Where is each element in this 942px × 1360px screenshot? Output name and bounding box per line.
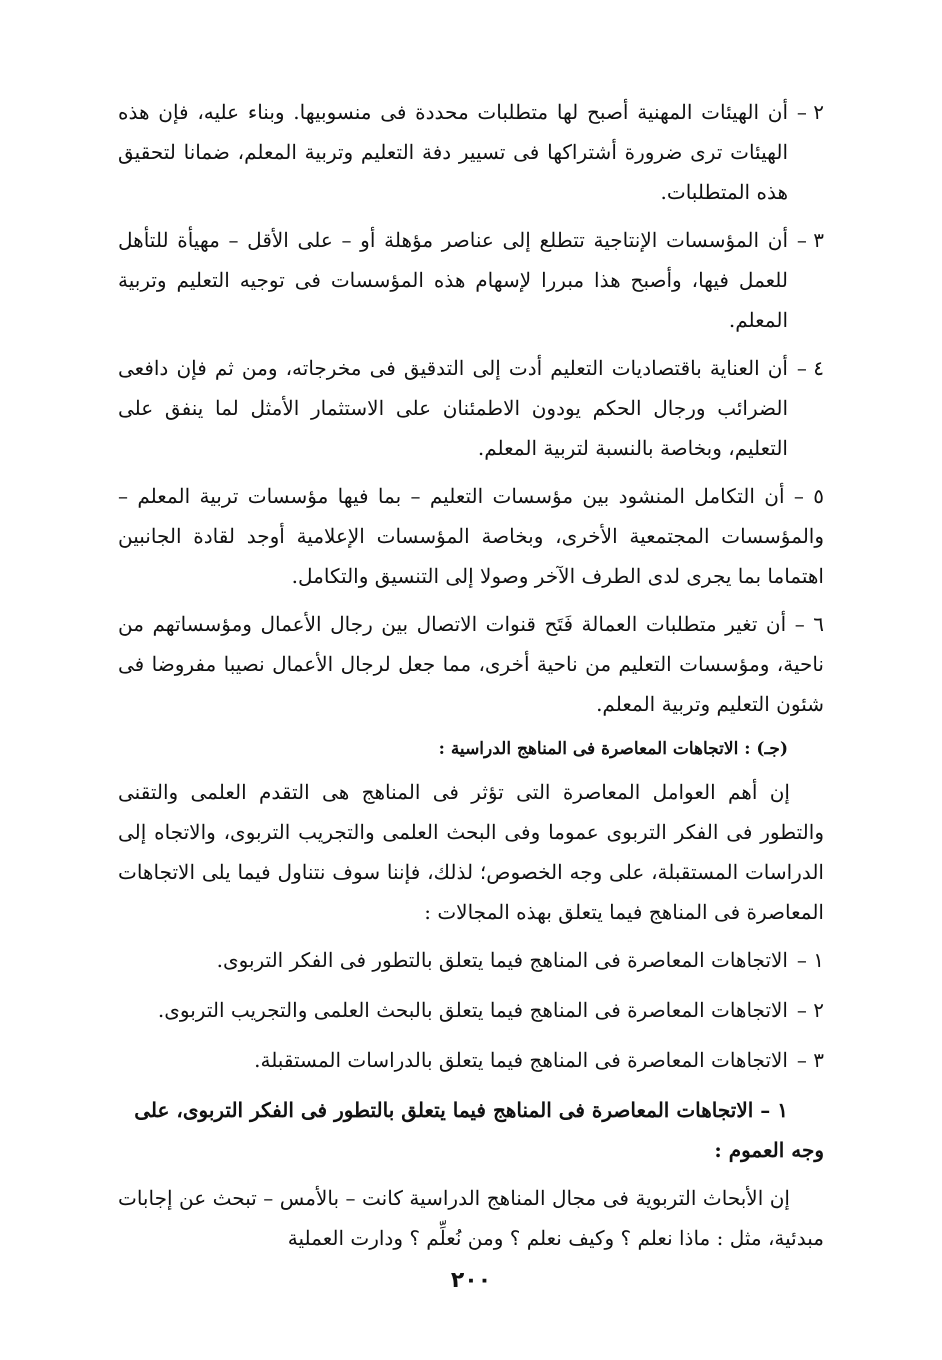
trend-list-item-2	[118, 990, 824, 1030]
item-text: الاتجاهات المعاصرة فى المناهج فيما يتعلق بالبحث العلمى والتجريب التربوى.	[157, 998, 788, 1022]
list-item-6-labor-requirements	[118, 604, 824, 724]
item-number: ٦ –	[794, 612, 824, 636]
section-heading: (جـ) : الاتجاهات المعاصرة فى المناهج الدراسية :	[438, 739, 788, 759]
subsection-heading: ١ – الاتجاهات المعاصرة فى المناهج فيما يتعلق بالتطور فى الفكر التربوى، على وجه العموم :	[134, 1098, 824, 1162]
intro-paragraph: إن أهم العوامل المعاصرة التى تؤثر فى المناهج هى التقدم العلمى والتقنى والتطور فى الفكر التربوى عموما وفى البحث العلمى والتجريب التربوى، والاتجاه إلى الدراسات المستقبلة، على وجه الخصوص؛ لذلك، فإننا سوف نتناول فيما يلى الاتجاهات المعاصرة فى المناهج فيما يتعلق بهذه المجالات :	[118, 780, 824, 924]
list-item-5-integration	[118, 476, 824, 596]
item-text: أن التكامل المنشود بين مؤسسات التعليم – بما فيها مؤسسات تربية المعلم – والمؤسسات المجتمعية الأخرى، وبخاصة المؤسسات الإعلامية أوجد لقادة الجانبين اهتماما بما يجرى لدى الطرف الآخر وصولا إلى التنسيق والتكامل.	[118, 484, 824, 588]
item-text: أن العناية باقتصاديات التعليم أدت إلى التدقيق فى مخرجاته، ومن ثم فإن دافعى الضرائب ورجال الحكم يودون الاطمئنان على الاستثمار الأمثل لما ينفق على التعليم، وبخاصة بالنسبة لتربية المعلم.	[118, 356, 788, 460]
list-item-4-education-economics	[118, 348, 824, 468]
trend-list-item-1	[118, 940, 824, 980]
item-text: أن تغير متطلبات العمالة فَتَح قنوات الاتصال بين رجال الأعمال ومؤسساتهم من ناحية، ومؤسسات التعليم من ناحية أخرى، مما جعل لرجال الأعمال نصيبا مفروضا فى شئون التعليم وتربية المعلم.	[118, 612, 824, 716]
document-page	[118, 92, 824, 1266]
item-number: ٢ –	[796, 100, 824, 124]
item-number: ٤ –	[796, 356, 824, 380]
item-text: أن المؤسسات الإنتاجية تتطلع إلى عناصر مؤهلة أو – على الأقل – مهيأة للتأهل للعمل فيها، وأصبح هذا مبررا لإسهام هذه المؤسسات فى توجيه التعليم وتربية المعلم.	[118, 228, 788, 332]
item-text: الاتجاهات المعاصرة فى المناهج فيما يتعلق بالتطور فى الفكر التربوى.	[216, 948, 788, 972]
item-number: ٣ –	[796, 1048, 824, 1072]
closing-paragraph: إن الأبحاث التربوية فى مجال المناهج الدراسية كانت – بالأمس – تبحث عن إجابات مبدئية، مثل : ماذا نعلم ؟ وكيف نعلم ؟ ومن نُعلِّم ؟ ودارت العملية	[118, 1186, 824, 1250]
item-text: الاتجاهات المعاصرة فى المناهج فيما يتعلق بالدراسات المستقبلة.	[254, 1048, 788, 1072]
trend-list-item-3	[118, 1040, 824, 1080]
item-number: ٣ –	[796, 228, 824, 252]
item-number: ٥ –	[793, 484, 825, 508]
item-text: أن الهيئات المهنية أصبح لها متطلبات محددة فى منسوبيها. وبناء عليه، فإن هذه الهيئات ترى ضرورة أشتراكها فى تسيير دفة التعليم وتربية المعلم، ضمانا لتحقيق هذه المتطلبات.	[118, 100, 788, 204]
list-item-3-production-institutions	[118, 220, 824, 340]
item-number: ٢ –	[796, 998, 824, 1022]
page-number: ٢٠٠	[450, 1268, 492, 1293]
item-number: ١ –	[796, 948, 824, 972]
list-item-2-professional-bodies	[118, 92, 824, 212]
